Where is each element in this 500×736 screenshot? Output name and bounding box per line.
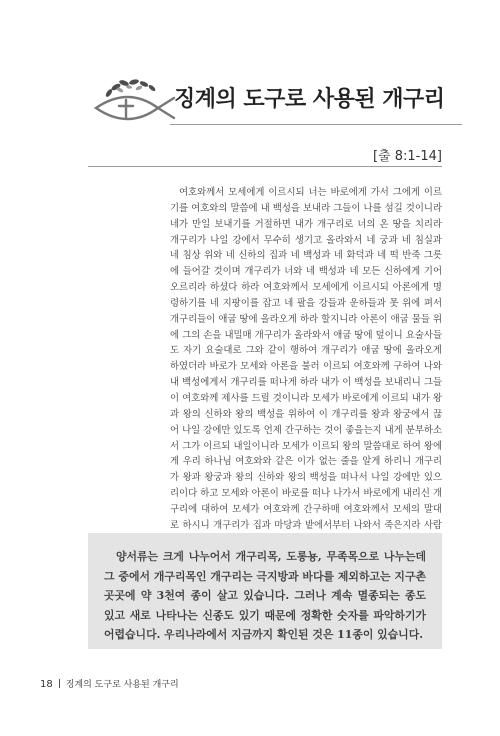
running-title: 징계의 도구로 사용된 개구리 [65, 680, 179, 690]
note-box [88, 533, 442, 649]
chapter-header [88, 70, 468, 140]
chapter-title: 징계의 도구로 사용된 개구리 [174, 87, 445, 112]
reference-rule [88, 166, 442, 167]
page-number: 18 [40, 679, 53, 690]
footer-separator [59, 679, 60, 688]
title-underline [170, 124, 462, 125]
scripture-reference: [출 8:1-14] [373, 149, 442, 164]
fish-emblem-icon [88, 78, 188, 128]
note-text: 양서류는 크게 나누어서 개구리목, 도롱뇽, 무족목으로 나누는데 그 중에서 개구리목인 개구리는 극지방과 바다를 제외하고는 지구촌 곳곳에 약 3천여 종이 살고 있습니다. 그러나 계속 멸종되는 종도 있고 새로 나타나는 신종도 있기 때문에 정확한 숫자를 파악하기가 어렵습니다. 우리나라에서 지금까지 확인된 것은 11종이 있습니다. [104, 550, 426, 641]
page-footer [40, 677, 179, 690]
scripture-passage: 여호와께서 모세에게 이르시되 너는 바로에게 가서 그에게 이르기를 여호와의 말씀에 내 백성을 보내라 그들이 나를 섬길 것이니라 네가 만일 보내기를 거절하면 내가 개구리로 너의 온 땅을 치리라 개구리가 나일 강에서 무수히 생기고 올라와서 네 궁과 네 침실과 네 침상 위와 네 신하의 집과 네 백성과 네 화덕과 네 떡 반죽 그릇에 들어갈 것이며 개구리가 너와 네 백성과 네 모든 신하에게 기어오르리라 하셨다 하라 여호와께서 모세에게 이르시되 아론에게 명령하기를 네 지팡이를 잡고 네 팔을 강들과 운하들과 못 위에 펴서 개구리들이 애굽 땅에 올라오게 하라 할지니라 아론이 애굽 물들 위에 그의 손을 내밀매 개구리가 올라와서 애굽 땅에 덮이니 요술사들도 자기 요술대로 그와 같이 행하여 개구리가 애굽 땅에 올라오게 하였더라 바로가 모세와 아론을 불러 이르되 여호와께 구하여 나와 내 백성에게서 개구리를 떠나게 하라 내가 이 백성을 보내리니 그들이 여호와께 제사를 드릴 것이니라 모세가 바로에게 이르되 내가 왕과 왕의 신하와 왕의 백성을 위하여 이 개구리를 왕과 왕궁에서 끊어 나일 강에만 있도록 언제 간구하는 것이 좋을는지 내게 분부하소서 그가 이르되 내일이니라 모세가 이르되 왕의 말씀대로 하여 왕에게 우리 하나님 여호와와 같은 이가 없는 줄을 알게 하리니 개구리가 왕과 왕궁과 왕의 신하와 왕의 백성을 떠나서 나일 강에만 있으리이다 하고 모세와 아론이 바로를 떠나 나가서 바로에게 내리신 개구리에 대하여 모세가 여호와께 간구하매 여호와께서 모세의 말대로 하시니 개구리가 집과 마당과 밭에서부터 나와서 죽은지라 사람 [170, 187, 442, 531]
